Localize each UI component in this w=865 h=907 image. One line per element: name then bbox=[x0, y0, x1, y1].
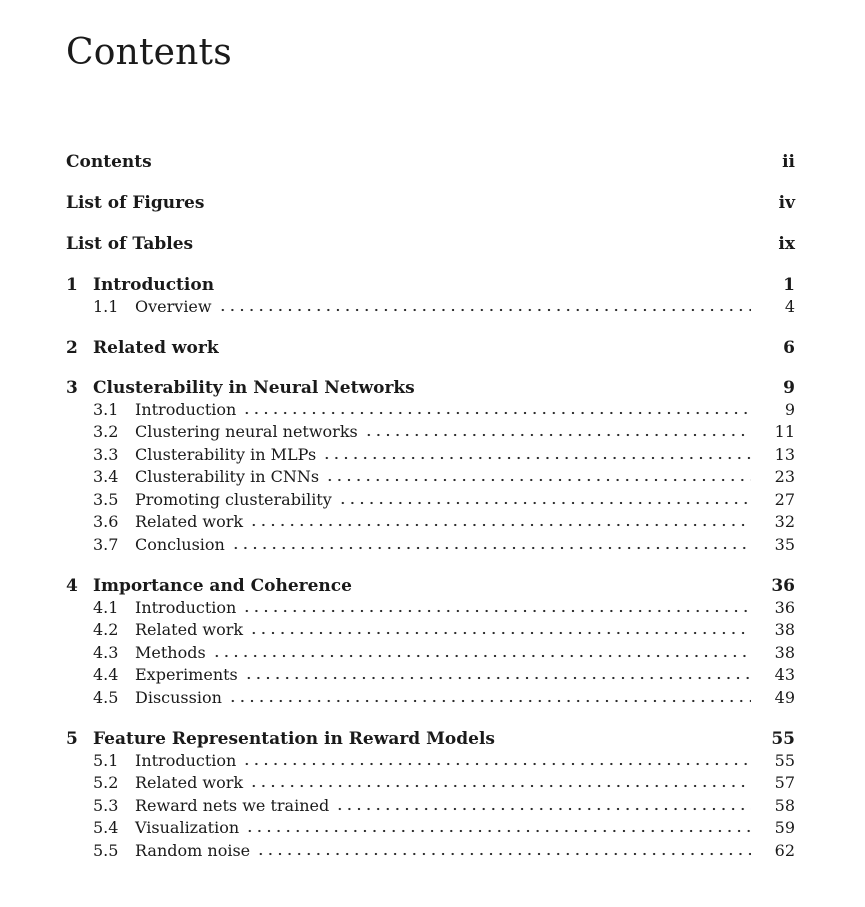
dot-leader bbox=[244, 676, 751, 680]
toc-page-number: 62 bbox=[774, 841, 795, 860]
toc-page-number: 55 bbox=[771, 729, 795, 749]
section-title: Overview bbox=[135, 297, 212, 316]
section-title: Introduction bbox=[135, 400, 237, 419]
section-title: Clusterability in MLPs bbox=[135, 445, 317, 464]
dot-leader bbox=[245, 829, 751, 833]
section-title: Introduction bbox=[135, 598, 237, 617]
toc-page-number: 59 bbox=[774, 818, 795, 837]
toc-entry-section[interactable] bbox=[93, 512, 795, 532]
toc-entry-title: List of Tables bbox=[66, 234, 194, 254]
toc-entry-section[interactable] bbox=[93, 818, 795, 838]
toc-entry-section[interactable] bbox=[93, 467, 795, 487]
toc-entry-section[interactable] bbox=[93, 751, 795, 771]
dot-leader bbox=[338, 501, 751, 505]
toc-entry-section[interactable] bbox=[93, 688, 795, 708]
toc-entry-title: Contents bbox=[66, 152, 152, 172]
toc-page-number: 43 bbox=[774, 665, 795, 684]
chapter-title: Related work bbox=[93, 338, 219, 358]
toc-page-number: 11 bbox=[774, 422, 795, 441]
toc-entry-chapter[interactable] bbox=[66, 274, 795, 296]
toc-page-number: 49 bbox=[774, 688, 795, 707]
toc-page-number: 55 bbox=[774, 751, 795, 770]
toc-page-number: 57 bbox=[774, 773, 795, 792]
dot-leader bbox=[335, 807, 751, 811]
toc-entry-chapter[interactable] bbox=[66, 728, 795, 750]
chapter-title: Importance and Coherence bbox=[93, 576, 352, 596]
section-number: 5.1 bbox=[93, 751, 119, 770]
toc-entry-section[interactable] bbox=[93, 620, 795, 640]
toc-entry-front-matter[interactable] bbox=[66, 151, 795, 173]
dot-leader bbox=[256, 852, 751, 856]
toc-page-number: iv bbox=[778, 193, 795, 213]
section-number: 3.6 bbox=[93, 512, 119, 531]
toc-page-number: 32 bbox=[774, 512, 795, 531]
toc-page-number: 1 bbox=[783, 275, 795, 295]
toc-entry-front-matter[interactable] bbox=[66, 192, 795, 214]
chapter-number: 4 bbox=[66, 576, 78, 596]
dot-leader bbox=[249, 784, 751, 788]
page-title: Contents bbox=[66, 32, 232, 73]
dot-leader bbox=[249, 523, 751, 527]
toc-entry-section[interactable] bbox=[93, 773, 795, 793]
dot-leader bbox=[364, 433, 751, 437]
toc-page-number: 6 bbox=[783, 338, 795, 358]
toc-page-number: ix bbox=[778, 234, 795, 254]
section-title: Discussion bbox=[135, 688, 222, 707]
toc-page-number: 4 bbox=[784, 297, 795, 316]
section-title: Introduction bbox=[135, 751, 237, 770]
section-number: 1.1 bbox=[93, 297, 119, 316]
dot-leader bbox=[325, 478, 751, 482]
section-number: 3.1 bbox=[93, 400, 119, 419]
toc-entry-section[interactable] bbox=[93, 841, 795, 861]
section-number: 3.4 bbox=[93, 467, 119, 486]
toc-page-number: 38 bbox=[774, 620, 795, 639]
toc-page-number: 58 bbox=[774, 796, 795, 815]
toc-page-number: 27 bbox=[774, 490, 795, 509]
toc-entry-section[interactable] bbox=[93, 598, 795, 618]
section-number: 4.4 bbox=[93, 665, 119, 684]
toc-entry-chapter[interactable] bbox=[66, 337, 795, 359]
toc-page-number: 13 bbox=[774, 445, 795, 464]
toc-entry-chapter[interactable] bbox=[66, 575, 795, 597]
dot-leader bbox=[322, 456, 751, 460]
toc-page-number: 35 bbox=[774, 535, 795, 554]
dot-leader bbox=[249, 631, 751, 635]
section-title: Reward nets we trained bbox=[135, 796, 330, 815]
section-number: 5.2 bbox=[93, 773, 119, 792]
toc-entry-section[interactable] bbox=[93, 796, 795, 816]
toc-page-number: ii bbox=[782, 152, 795, 172]
section-title: Related work bbox=[135, 773, 244, 792]
section-number: 3.2 bbox=[93, 422, 119, 441]
dot-leader bbox=[212, 654, 751, 658]
chapter-number: 3 bbox=[66, 378, 78, 398]
section-title: Clustering neural networks bbox=[135, 422, 358, 441]
chapter-number: 1 bbox=[66, 275, 78, 295]
section-title: Conclusion bbox=[135, 535, 225, 554]
chapter-number: 2 bbox=[66, 338, 78, 358]
dot-leader bbox=[228, 699, 751, 703]
section-number: 4.2 bbox=[93, 620, 119, 639]
section-number: 4.1 bbox=[93, 598, 119, 617]
chapter-title: Feature Representation in Reward Models bbox=[93, 729, 495, 749]
toc-entry-section[interactable] bbox=[93, 297, 795, 317]
toc-page-number: 23 bbox=[774, 467, 795, 486]
toc-entry-section[interactable] bbox=[93, 422, 795, 442]
section-number: 4.5 bbox=[93, 688, 119, 707]
dot-leader bbox=[218, 308, 751, 312]
section-title: Visualization bbox=[135, 818, 240, 837]
section-number: 3.3 bbox=[93, 445, 119, 464]
toc-page-number: 9 bbox=[784, 400, 795, 419]
section-title: Random noise bbox=[135, 841, 251, 860]
toc-entry-front-matter[interactable] bbox=[66, 233, 795, 255]
dot-leader bbox=[242, 609, 751, 613]
toc-entry-section[interactable] bbox=[93, 400, 795, 420]
section-title: Related work bbox=[135, 512, 244, 531]
toc-page-number: 36 bbox=[771, 576, 795, 596]
toc-page-number: 36 bbox=[774, 598, 795, 617]
toc-entry-section[interactable] bbox=[93, 665, 795, 685]
section-title: Related work bbox=[135, 620, 244, 639]
toc-page-number: 38 bbox=[774, 643, 795, 662]
toc-entry-title: List of Figures bbox=[66, 193, 205, 213]
section-number: 5.5 bbox=[93, 841, 119, 860]
section-title: Clusterability in CNNs bbox=[135, 467, 320, 486]
toc-entry-section[interactable] bbox=[93, 490, 795, 510]
toc-page-number: 9 bbox=[783, 378, 795, 398]
dot-leader bbox=[242, 411, 751, 415]
dot-leader bbox=[242, 762, 751, 766]
toc-entry-section[interactable] bbox=[93, 535, 795, 555]
section-title: Methods bbox=[135, 643, 206, 662]
dot-leader bbox=[231, 546, 751, 550]
section-title: Experiments bbox=[135, 665, 238, 684]
toc-entry-section[interactable] bbox=[93, 445, 795, 465]
toc-entry-chapter[interactable] bbox=[66, 377, 795, 399]
section-number: 3.5 bbox=[93, 490, 119, 509]
chapter-number: 5 bbox=[66, 729, 78, 749]
chapter-title: Introduction bbox=[93, 275, 215, 295]
section-number: 5.4 bbox=[93, 818, 119, 837]
chapter-title: Clusterability in Neural Networks bbox=[93, 378, 415, 398]
toc-entry-section[interactable] bbox=[93, 643, 795, 663]
section-number: 3.7 bbox=[93, 535, 119, 554]
section-number: 4.3 bbox=[93, 643, 119, 662]
section-number: 5.3 bbox=[93, 796, 119, 815]
section-title: Promoting clusterability bbox=[135, 490, 332, 509]
